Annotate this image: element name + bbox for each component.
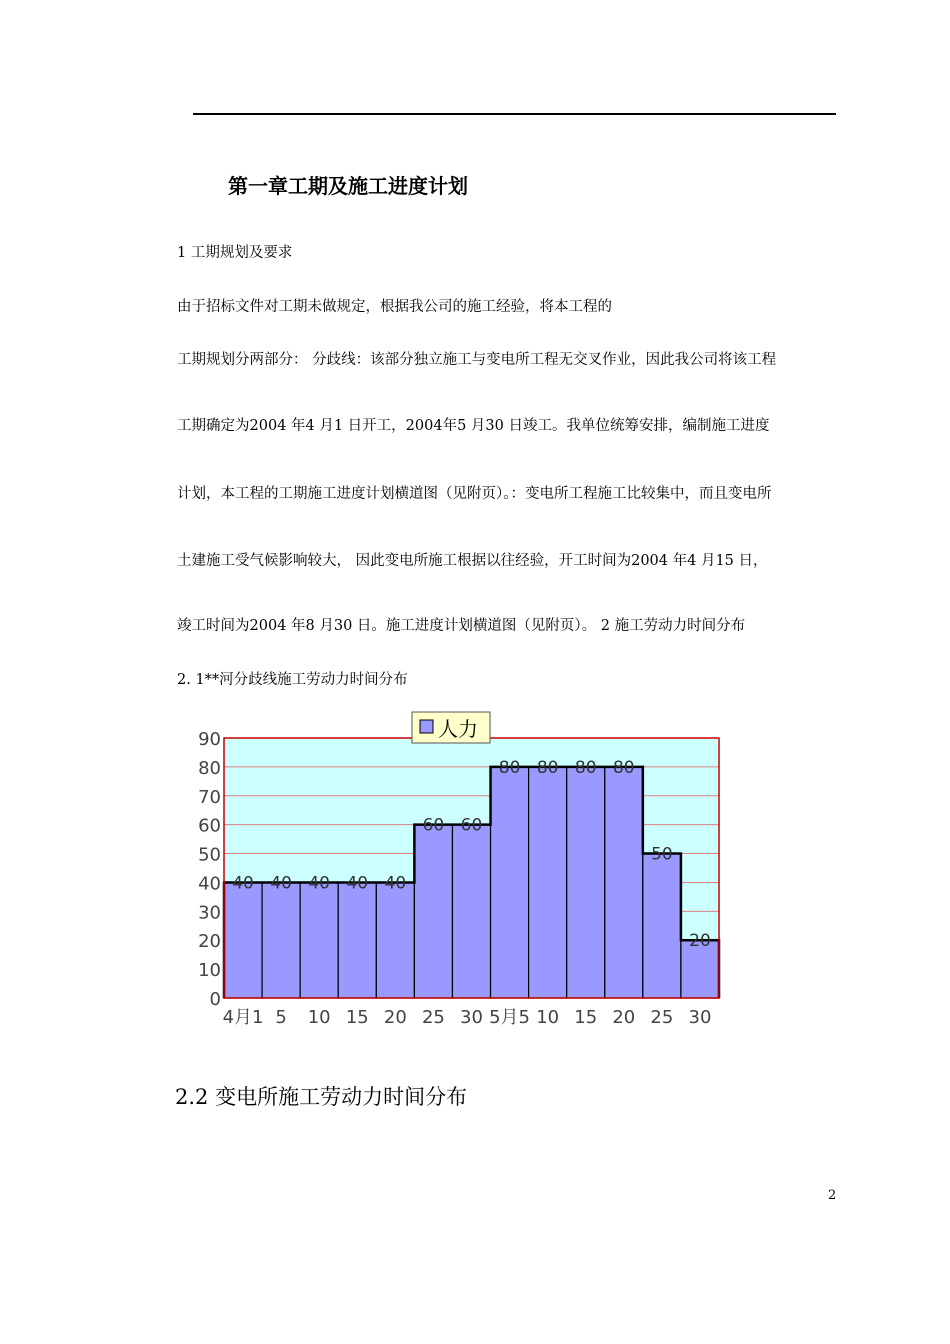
bar bbox=[338, 882, 376, 998]
data-label: 20 bbox=[689, 931, 711, 952]
x-tick-label: 5 bbox=[275, 1007, 287, 1028]
x-tick-label: 5月5 bbox=[489, 1007, 531, 1028]
y-tick-label: 30 bbox=[198, 902, 221, 924]
paragraph-line: 竣工时间为2004 年8 月30 日。施工进度计划横道图（见附页）。 2 施工劳动力时间分布 bbox=[177, 618, 746, 634]
x-tick-label: 4月1 bbox=[222, 1007, 264, 1028]
bar bbox=[262, 882, 300, 998]
data-label: 80 bbox=[536, 757, 559, 778]
x-tick-label: 25 bbox=[421, 1007, 445, 1028]
x-tick-label: 20 bbox=[383, 1007, 407, 1028]
bar bbox=[529, 767, 567, 998]
x-tick-label: 20 bbox=[612, 1007, 636, 1028]
data-label: 50 bbox=[651, 844, 673, 865]
data-label: 40 bbox=[308, 873, 331, 894]
y-tick-label: 40 bbox=[198, 873, 221, 895]
y-tick-label: 80 bbox=[198, 757, 221, 779]
x-tick-label: 30 bbox=[460, 1007, 483, 1028]
bar bbox=[452, 825, 490, 998]
x-tick-label: 30 bbox=[688, 1007, 712, 1028]
bar bbox=[414, 825, 452, 998]
data-label: 40 bbox=[384, 873, 407, 894]
data-label: 40 bbox=[346, 873, 369, 894]
paragraph-line: 计划，本工程的工期施工进度计划横道图（见附页）。：变电所工程施工比较集中，而且变电所 bbox=[177, 486, 772, 502]
bar bbox=[643, 854, 681, 998]
chapter-title: 第一章工期及施工进度计划 bbox=[228, 174, 468, 198]
labor-chart bbox=[190, 705, 730, 1035]
x-tick-label: 15 bbox=[345, 1007, 369, 1028]
data-label: 60 bbox=[422, 815, 445, 836]
data-label: 80 bbox=[612, 757, 635, 778]
y-tick-label: 90 bbox=[198, 729, 221, 750]
y-tick-label: 0 bbox=[209, 989, 221, 1010]
bar bbox=[300, 882, 338, 998]
data-label: 80 bbox=[574, 757, 597, 778]
x-tick-label: 10 bbox=[307, 1007, 331, 1028]
bar bbox=[605, 767, 643, 998]
x-tick-label: 15 bbox=[574, 1007, 598, 1028]
legend-swatch bbox=[420, 720, 433, 733]
bar bbox=[567, 767, 605, 998]
section-2-2-heading: 2.2 变电所施工劳动力时间分布 bbox=[175, 1085, 468, 1109]
data-label: 80 bbox=[498, 757, 521, 778]
y-axis-ticks bbox=[198, 729, 221, 1010]
y-tick-label: 70 bbox=[198, 786, 221, 808]
section-2-1-heading: 2. 1**河分歧线施工劳动力时间分布 bbox=[177, 672, 408, 688]
paragraph-line: 由于招标文件对工期未做规定，根据我公司的施工经验，将本工程的 bbox=[177, 299, 612, 315]
section-1-heading: 1 工期规划及要求 bbox=[177, 245, 293, 261]
bar bbox=[224, 882, 262, 998]
legend-label: 人力 bbox=[438, 717, 478, 741]
header-rule bbox=[193, 113, 836, 115]
y-tick-label: 50 bbox=[198, 844, 221, 866]
bar bbox=[376, 882, 414, 998]
bar bbox=[491, 767, 529, 998]
data-label: 40 bbox=[232, 873, 254, 894]
page-number: 2 bbox=[828, 1188, 837, 1203]
data-label: 60 bbox=[460, 815, 483, 836]
paragraph-line: 土建施工受气候影响较大， 因此变电所施工根据以往经验，开工时间为2004 年4 月15 日， bbox=[177, 553, 768, 569]
paragraph-line: 工期规划分两部分： 分歧线：该部分独立施工与变电所工程无交叉作业，因此我公司将该工程 bbox=[177, 352, 777, 368]
x-axis-ticks bbox=[223, 1007, 712, 1028]
y-tick-label: 60 bbox=[198, 815, 221, 837]
y-tick-label: 20 bbox=[198, 931, 221, 953]
legend bbox=[412, 712, 490, 743]
x-tick-label: 10 bbox=[536, 1007, 560, 1028]
data-label: 40 bbox=[270, 873, 292, 894]
y-tick-label: 10 bbox=[198, 960, 221, 982]
x-tick-label: 25 bbox=[650, 1007, 674, 1028]
paragraph-line: 工期确定为2004 年4 月1 日开工，2004年5 月30 日竣工。我单位统筹安排，编制施工进度 bbox=[177, 418, 770, 434]
